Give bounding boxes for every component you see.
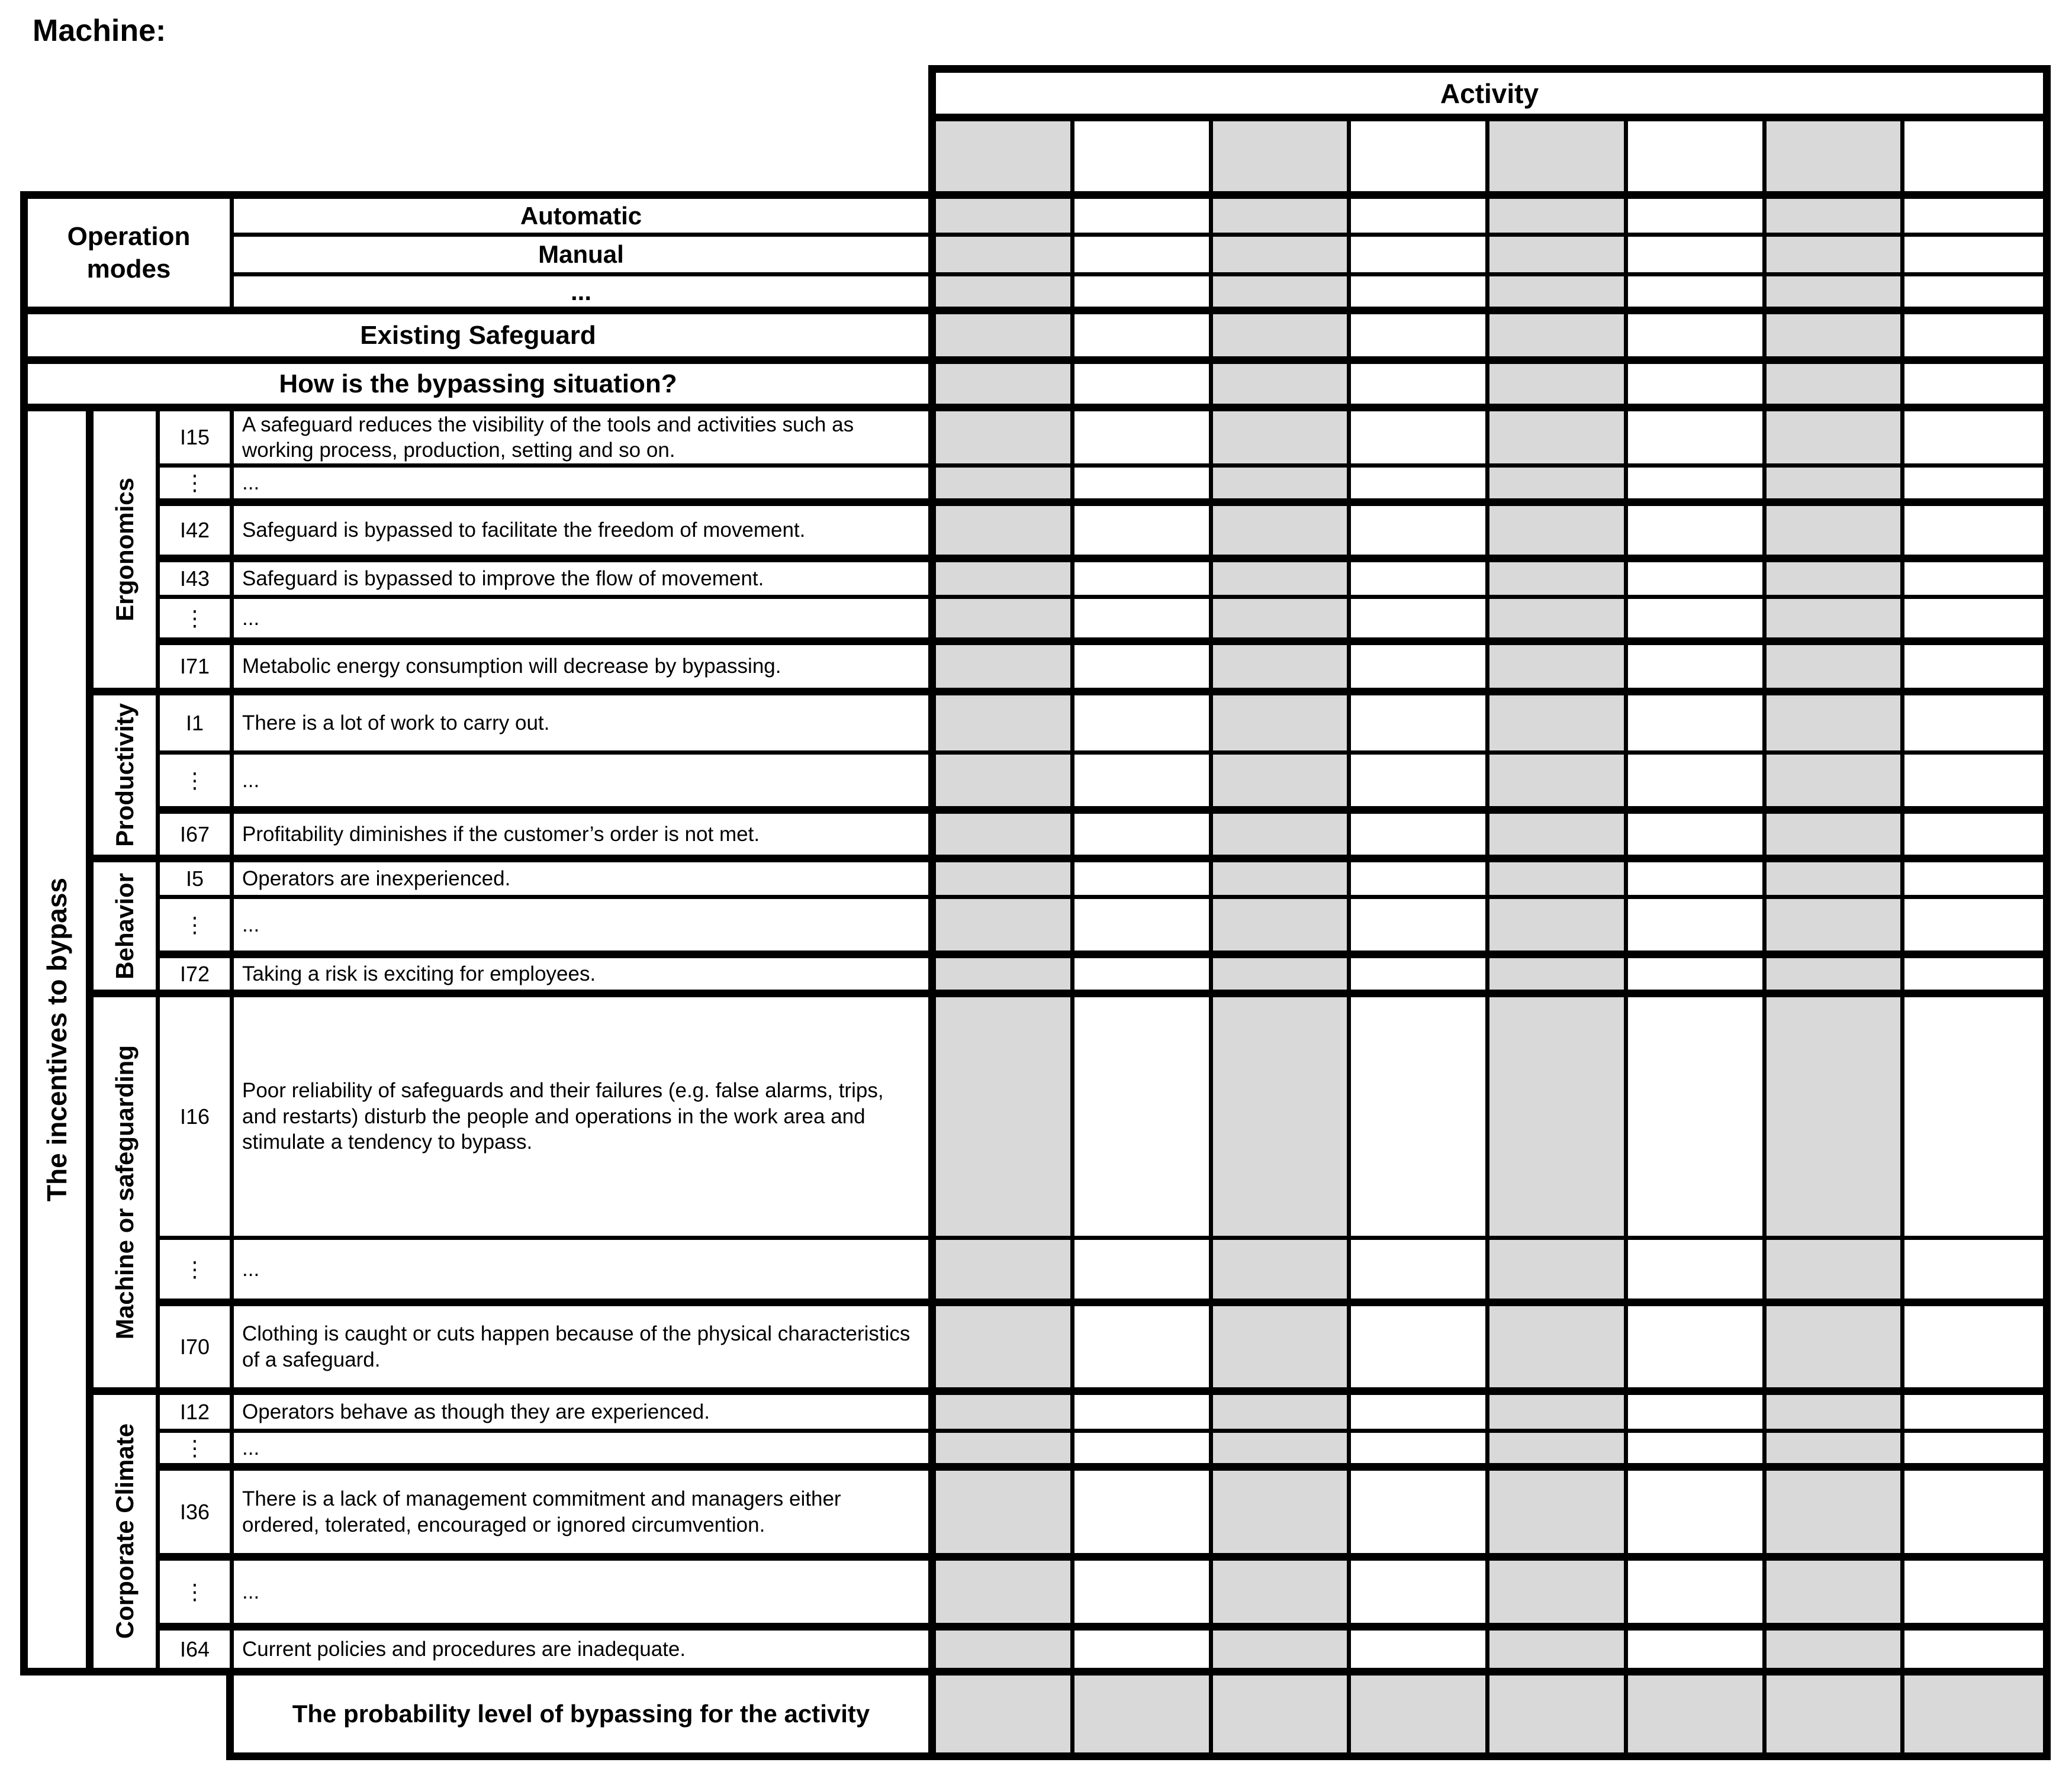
mode-value-cell[interactable]: [1351, 199, 1489, 237]
incentive-rating-cell[interactable]: [1351, 1631, 1489, 1676]
incentive-rating-cell[interactable]: [1628, 645, 1767, 695]
incentive-rating-cell[interactable]: [1628, 1240, 1767, 1306]
incentive-rating-cell[interactable]: [936, 958, 1074, 997]
existing-safeguard-cell[interactable]: [1489, 314, 1628, 364]
incentive-rating-cell[interactable]: [1904, 1561, 2043, 1631]
mode-value-cell[interactable]: [1767, 237, 1905, 276]
incentive-rating-cell[interactable]: [1904, 1471, 2043, 1561]
category-label-ergonomics: Ergonomics: [94, 411, 160, 695]
incentive-rating-cell[interactable]: [1489, 1395, 1628, 1433]
incentive-description: ...: [234, 1433, 928, 1471]
incentive-rating-cell[interactable]: [1904, 997, 2043, 1240]
incentive-rating-cell[interactable]: [936, 899, 1074, 958]
category-label-corporate-climate: Corporate Climate: [94, 1395, 160, 1676]
incentive-rating-cell[interactable]: [1904, 814, 2043, 862]
incentive-rating-cell[interactable]: [1074, 645, 1213, 695]
incentive-rating-cell[interactable]: [1351, 899, 1489, 958]
incentive-rating-cell[interactable]: [1351, 645, 1489, 695]
incentive-rating-cell[interactable]: [1489, 599, 1628, 645]
incentive-rating-cell[interactable]: [1628, 958, 1767, 997]
incentive-description: Operators behave as though they are experienced.: [234, 1395, 928, 1433]
incentive-rating-cell[interactable]: [1351, 1306, 1489, 1395]
incentive-description: Safeguard is bypassed to improve the flow of movement.: [234, 562, 928, 599]
bypassing-situation-cell[interactable]: [936, 364, 1074, 411]
incentive-rating-cell[interactable]: [936, 1631, 1074, 1676]
incentive-rating-cell[interactable]: [1628, 755, 1767, 814]
incentive-rating-cell[interactable]: [1213, 411, 1352, 468]
incentive-rating-cell[interactable]: [1904, 899, 2043, 958]
mode-value-cell[interactable]: [1213, 237, 1352, 276]
probability-value-cell[interactable]: [1351, 1676, 1489, 1752]
mode-value-cell[interactable]: [1074, 199, 1213, 237]
incentive-rating-cell[interactable]: [1074, 599, 1213, 645]
mode-value-cell[interactable]: [1767, 199, 1905, 237]
incentive-rating-cell[interactable]: [1351, 1395, 1489, 1433]
incentive-id: ⋮: [160, 1240, 234, 1306]
incentive-rating-cell[interactable]: [1628, 899, 1767, 958]
incentive-rating-cell[interactable]: [1767, 1471, 1905, 1561]
bypassing-situation-cell[interactable]: [1213, 364, 1352, 411]
incentive-id: I16: [160, 997, 234, 1240]
incentive-rating-cell[interactable]: [1351, 1561, 1489, 1631]
activity-header: Activity: [936, 73, 2043, 121]
bypassing-situation-cell[interactable]: [1351, 364, 1489, 411]
incentive-rating-cell[interactable]: [1767, 1240, 1905, 1306]
incentive-rating-cell[interactable]: [1351, 695, 1489, 755]
mode-value-cell[interactable]: [1904, 276, 2043, 314]
incentive-rating-cell[interactable]: [1351, 506, 1489, 562]
category-label-productivity: Productivity: [94, 695, 160, 862]
incentive-rating-cell[interactable]: [1213, 862, 1352, 899]
incentive-rating-cell[interactable]: [1904, 1306, 2043, 1395]
incentive-rating-cell[interactable]: [1074, 1561, 1213, 1631]
incentive-rating-cell[interactable]: [1074, 1471, 1213, 1561]
mode-value-cell[interactable]: [1904, 199, 2043, 237]
incentive-rating-cell[interactable]: [1489, 695, 1628, 755]
incentive-description: Operators are inexperienced.: [234, 862, 928, 899]
incentive-rating-cell[interactable]: [1904, 862, 2043, 899]
incentive-rating-cell[interactable]: [936, 755, 1074, 814]
bypassing-situation-cell[interactable]: [1904, 364, 2043, 411]
incentive-rating-cell[interactable]: [1489, 411, 1628, 468]
incentive-description: ...: [234, 599, 928, 645]
mode-value-cell[interactable]: [936, 237, 1074, 276]
incentive-rating-cell[interactable]: [1213, 599, 1352, 645]
probability-value-cell[interactable]: [1904, 1676, 2043, 1752]
incentive-rating-cell[interactable]: [1628, 562, 1767, 599]
incentive-rating-cell[interactable]: [1489, 1240, 1628, 1306]
incentive-rating-cell[interactable]: [1351, 997, 1489, 1240]
incentive-rating-cell[interactable]: [1213, 1395, 1352, 1433]
incentive-rating-cell[interactable]: [1489, 562, 1628, 599]
incentive-rating-cell[interactable]: [1074, 468, 1213, 506]
incentive-id: I42: [160, 506, 234, 562]
incentive-rating-cell[interactable]: [1489, 862, 1628, 899]
incentive-rating-cell[interactable]: [1904, 958, 2043, 997]
incentive-rating-cell[interactable]: [1767, 468, 1905, 506]
incentive-rating-cell[interactable]: [936, 1471, 1074, 1561]
incentive-id: I43: [160, 562, 234, 599]
incentive-rating-cell[interactable]: [936, 695, 1074, 755]
incentive-rating-cell[interactable]: [1767, 695, 1905, 755]
incentive-rating-cell[interactable]: [1074, 1240, 1213, 1306]
activity-name-cell[interactable]: [1074, 121, 1213, 199]
incentive-rating-cell[interactable]: [1489, 506, 1628, 562]
incentive-rating-cell[interactable]: [1489, 1631, 1628, 1676]
existing-safeguard-cell[interactable]: [1351, 314, 1489, 364]
incentive-id: I1: [160, 695, 234, 755]
incentive-rating-cell[interactable]: [936, 411, 1074, 468]
machine-label: Machine:: [33, 14, 166, 48]
incentive-rating-cell[interactable]: [1213, 506, 1352, 562]
incentive-rating-cell[interactable]: [1213, 468, 1352, 506]
incentive-rating-cell[interactable]: [1904, 645, 2043, 695]
incentive-rating-cell[interactable]: [1213, 958, 1352, 997]
incentive-rating-cell[interactable]: [1628, 814, 1767, 862]
incentive-rating-cell[interactable]: [1628, 695, 1767, 755]
activity-name-cell[interactable]: [1767, 121, 1905, 199]
existing-safeguard-label: Existing Safeguard: [28, 314, 928, 364]
existing-safeguard-cell[interactable]: [936, 314, 1074, 364]
mode-value-cell[interactable]: [1489, 237, 1628, 276]
incentive-rating-cell[interactable]: [1074, 1631, 1213, 1676]
incentive-rating-cell[interactable]: [1767, 645, 1905, 695]
incentive-rating-cell[interactable]: [936, 1240, 1074, 1306]
mode-manual-cell: Manual: [234, 237, 928, 276]
incentive-rating-cell[interactable]: [1074, 411, 1213, 468]
incentive-rating-cell[interactable]: [1628, 1306, 1767, 1395]
category-label-behavior: Behavior: [94, 862, 160, 997]
probability-value-cell[interactable]: [1767, 1676, 1905, 1752]
incentive-description: Current policies and procedures are inadequate.: [234, 1631, 928, 1676]
probability-value-cell[interactable]: [1074, 1676, 1213, 1752]
incentive-description: There is a lot of work to carry out.: [234, 695, 928, 755]
activity-name-cell[interactable]: [1628, 121, 1767, 199]
incentive-rating-cell[interactable]: [1767, 755, 1905, 814]
activity-name-cell[interactable]: [1351, 121, 1489, 199]
incentive-id: I67: [160, 814, 234, 862]
probability-label: The probability level of bypassing for the activity: [226, 1676, 928, 1760]
incentive-rating-cell[interactable]: [1074, 695, 1213, 755]
mode-value-cell[interactable]: [1767, 276, 1905, 314]
incentive-rating-cell[interactable]: [1628, 506, 1767, 562]
incentive-rating-cell[interactable]: [1904, 599, 2043, 645]
incentive-rating-cell[interactable]: [1904, 1240, 2043, 1306]
incentive-rating-cell[interactable]: [1767, 814, 1905, 862]
incentive-description: ...: [234, 468, 928, 506]
left-table: [20, 191, 928, 1676]
incentive-rating-cell[interactable]: [1767, 899, 1905, 958]
incentive-rating-cell[interactable]: [1904, 695, 2043, 755]
incentive-rating-cell[interactable]: [1767, 1395, 1905, 1433]
incentive-rating-cell[interactable]: [1074, 1306, 1213, 1395]
incentive-rating-cell[interactable]: [1904, 506, 2043, 562]
incentive-description: Metabolic energy consumption will decrease by bypassing.: [234, 645, 928, 695]
incentive-rating-cell[interactable]: [936, 997, 1074, 1240]
operation-modes-label: Operation modes: [28, 199, 234, 314]
incentive-rating-cell[interactable]: [1213, 695, 1352, 755]
incentive-id: I72: [160, 958, 234, 997]
incentive-rating-cell[interactable]: [1904, 1433, 2043, 1471]
mode-value-cell[interactable]: [1213, 276, 1352, 314]
incentive-id: I15: [160, 411, 234, 468]
incentive-rating-cell[interactable]: [1351, 1471, 1489, 1561]
activity-grid: [928, 65, 2051, 1760]
incentive-rating-cell[interactable]: [1213, 1433, 1352, 1471]
incentive-rating-cell[interactable]: [1767, 1561, 1905, 1631]
incentive-description: ...: [234, 1561, 928, 1631]
incentive-rating-cell[interactable]: [936, 814, 1074, 862]
existing-safeguard-cell[interactable]: [1213, 314, 1352, 364]
incentive-id: ⋮: [160, 599, 234, 645]
mode-value-cell[interactable]: [1074, 276, 1213, 314]
probability-value-cell[interactable]: [1213, 1676, 1352, 1752]
incentive-rating-cell[interactable]: [1351, 958, 1489, 997]
incentive-rating-cell[interactable]: [1074, 506, 1213, 562]
incentive-description: ...: [234, 899, 928, 958]
existing-safeguard-cell[interactable]: [1767, 314, 1905, 364]
incentive-rating-cell[interactable]: [1904, 1631, 2043, 1676]
incentives-axis-label: [28, 411, 94, 1676]
incentive-rating-cell[interactable]: [1767, 1433, 1905, 1471]
incentive-rating-cell[interactable]: [1904, 755, 2043, 814]
incentive-description: ...: [234, 755, 928, 814]
incentive-id: I12: [160, 1395, 234, 1433]
incentive-rating-cell[interactable]: [1213, 1471, 1352, 1561]
incentive-rating-cell[interactable]: [936, 862, 1074, 899]
incentive-rating-cell[interactable]: [1213, 1561, 1352, 1631]
incentive-rating-cell[interactable]: [1213, 1306, 1352, 1395]
incentive-rating-cell[interactable]: [1074, 562, 1213, 599]
mode-value-cell[interactable]: [936, 276, 1074, 314]
mode-value-cell[interactable]: [1351, 276, 1489, 314]
mode-automatic-cell: Automatic: [234, 199, 928, 237]
mode-value-cell[interactable]: [1904, 237, 2043, 276]
incentive-rating-cell[interactable]: [1489, 1561, 1628, 1631]
mode-value-cell[interactable]: [1074, 237, 1213, 276]
incentive-rating-cell[interactable]: [1489, 814, 1628, 862]
incentive-rating-cell[interactable]: [1074, 814, 1213, 862]
incentive-rating-cell[interactable]: [1489, 1306, 1628, 1395]
incentive-rating-cell[interactable]: [1628, 468, 1767, 506]
incentive-rating-cell[interactable]: [936, 468, 1074, 506]
incentive-rating-cell[interactable]: [1074, 899, 1213, 958]
incentive-rating-cell[interactable]: [1351, 1433, 1489, 1471]
probability-value-cell[interactable]: [1628, 1676, 1767, 1752]
incentive-rating-cell[interactable]: [1628, 862, 1767, 899]
incentive-rating-cell[interactable]: [1904, 1395, 2043, 1433]
incentive-rating-cell[interactable]: [1489, 468, 1628, 506]
incentive-rating-cell[interactable]: [1213, 755, 1352, 814]
bypassing-situation-cell[interactable]: [1489, 364, 1628, 411]
incentive-rating-cell[interactable]: [1351, 862, 1489, 899]
incentive-rating-cell[interactable]: [1074, 862, 1213, 899]
probability-value-cell[interactable]: [1489, 1676, 1628, 1752]
incentive-id: I5: [160, 862, 234, 899]
incentive-rating-cell[interactable]: [1213, 562, 1352, 599]
activity-name-cell[interactable]: [1904, 121, 2043, 199]
incentive-description: Profitability diminishes if the customer’s order is not met.: [234, 814, 928, 862]
incentive-rating-cell[interactable]: [1767, 997, 1905, 1240]
incentive-description: Poor reliability of safeguards and their failures (e.g. false alarms, trips, and restarts) disturb the people and operations in the work area and stimulate a tendency to bypass.: [234, 997, 928, 1240]
incentive-rating-cell[interactable]: [1489, 645, 1628, 695]
incentive-rating-cell[interactable]: [936, 562, 1074, 599]
category-label-machine-or-safeguarding: Machine or safeguarding: [94, 997, 160, 1395]
incentive-id: ⋮: [160, 1433, 234, 1471]
incentive-rating-cell[interactable]: [1628, 411, 1767, 468]
incentive-rating-cell[interactable]: [1628, 1631, 1767, 1676]
incentive-rating-cell[interactable]: [1213, 1631, 1352, 1676]
incentive-rating-cell[interactable]: [1489, 755, 1628, 814]
incentive-rating-cell[interactable]: [1074, 997, 1213, 1240]
incentive-rating-cell[interactable]: [1767, 1631, 1905, 1676]
incentive-rating-cell[interactable]: [936, 1395, 1074, 1433]
incentive-rating-cell[interactable]: [1074, 755, 1213, 814]
incentive-rating-cell[interactable]: [1628, 599, 1767, 645]
incentive-rating-cell[interactable]: [1213, 814, 1352, 862]
incentive-id: I36: [160, 1471, 234, 1561]
incentive-rating-cell[interactable]: [1489, 997, 1628, 1240]
incentives-axis-text: The incentives to bypass: [41, 877, 72, 1202]
bypassing-situation-cell[interactable]: [1628, 364, 1767, 411]
incentive-rating-cell[interactable]: [1213, 997, 1352, 1240]
incentive-rating-cell[interactable]: [936, 645, 1074, 695]
incentive-rating-cell[interactable]: [1351, 1240, 1489, 1306]
mode-value-cell[interactable]: [1628, 276, 1767, 314]
incentive-rating-cell[interactable]: [1351, 755, 1489, 814]
incentive-id: ⋮: [160, 899, 234, 958]
incentive-rating-cell[interactable]: [1351, 411, 1489, 468]
activity-name-cell[interactable]: [936, 121, 1074, 199]
incentive-rating-cell[interactable]: [1489, 958, 1628, 997]
incentive-rating-cell[interactable]: [936, 1561, 1074, 1631]
incentive-rating-cell[interactable]: [936, 1433, 1074, 1471]
incentive-rating-cell[interactable]: [936, 1306, 1074, 1395]
incentive-id: ⋮: [160, 1561, 234, 1631]
incentive-rating-cell[interactable]: [1489, 899, 1628, 958]
incentive-rating-cell[interactable]: [1489, 1433, 1628, 1471]
incentive-rating-cell[interactable]: [1213, 645, 1352, 695]
bypassing-situation-cell[interactable]: [1074, 364, 1213, 411]
mode-value-cell[interactable]: [1628, 199, 1767, 237]
incentive-rating-cell[interactable]: [936, 506, 1074, 562]
incentive-description: Taking a risk is exciting for employees.: [234, 958, 928, 997]
incentive-rating-cell[interactable]: [1213, 899, 1352, 958]
incentive-rating-cell[interactable]: [1351, 562, 1489, 599]
incentive-rating-cell[interactable]: [1767, 411, 1905, 468]
existing-safeguard-cell[interactable]: [1074, 314, 1213, 364]
incentive-rating-cell[interactable]: [1767, 862, 1905, 899]
incentive-description: ...: [234, 1240, 928, 1306]
mode-value-cell[interactable]: [1489, 199, 1628, 237]
mode-value-cell[interactable]: [936, 199, 1074, 237]
mode-value-cell[interactable]: [1351, 237, 1489, 276]
incentive-rating-cell[interactable]: [1904, 468, 2043, 506]
incentive-id: I64: [160, 1631, 234, 1676]
incentive-id: I71: [160, 645, 234, 695]
incentive-rating-cell[interactable]: [1351, 468, 1489, 506]
incentive-rating-cell[interactable]: [1767, 599, 1905, 645]
incentive-rating-cell[interactable]: [1767, 562, 1905, 599]
probability-value-cell[interactable]: [936, 1676, 1074, 1752]
existing-safeguard-cell[interactable]: [1904, 314, 2043, 364]
mode-value-cell[interactable]: [1213, 199, 1352, 237]
incentive-rating-cell[interactable]: [1213, 1240, 1352, 1306]
incentive-rating-cell[interactable]: [1351, 814, 1489, 862]
incentive-rating-cell[interactable]: [1489, 1471, 1628, 1561]
incentive-rating-cell[interactable]: [1904, 562, 2043, 599]
incentive-rating-cell[interactable]: [1628, 1433, 1767, 1471]
incentive-rating-cell[interactable]: [1904, 411, 2043, 468]
incentive-description: Clothing is caught or cuts happen because of the physical characteristics of a safeguard.: [234, 1306, 928, 1395]
incentive-description: Safeguard is bypassed to facilitate the freedom of movement.: [234, 506, 928, 562]
incentive-rating-cell[interactable]: [1628, 997, 1767, 1240]
incentive-description: A safeguard reduces the visibility of the tools and activities such as working process, production, setting and so on.: [234, 411, 928, 468]
existing-safeguard-cell[interactable]: [1628, 314, 1767, 364]
incentive-rating-cell[interactable]: [1074, 958, 1213, 997]
incentive-rating-cell[interactable]: [1074, 1433, 1213, 1471]
incentive-rating-cell[interactable]: [936, 599, 1074, 645]
incentive-rating-cell[interactable]: [1628, 1561, 1767, 1631]
incentive-id: ⋮: [160, 755, 234, 814]
incentive-id: ⋮: [160, 468, 234, 506]
incentive-rating-cell[interactable]: [1628, 1471, 1767, 1561]
incentive-rating-cell[interactable]: [1074, 1395, 1213, 1433]
activity-name-cell[interactable]: [1489, 121, 1628, 199]
bypassing-situation-cell[interactable]: [1767, 364, 1905, 411]
mode-more-cell: ...: [234, 276, 928, 314]
incentive-id: I70: [160, 1306, 234, 1395]
bypassing-question-label: How is the bypassing situation?: [28, 364, 928, 411]
incentive-description: There is a lack of management commitment and managers either ordered, tolerated, encouraged or ignored circumvention.: [234, 1471, 928, 1561]
mode-value-cell[interactable]: [1628, 237, 1767, 276]
incentive-rating-cell[interactable]: [1767, 1306, 1905, 1395]
incentive-rating-cell[interactable]: [1767, 958, 1905, 997]
activity-name-cell[interactable]: [1213, 121, 1352, 199]
incentive-rating-cell[interactable]: [1351, 599, 1489, 645]
mode-value-cell[interactable]: [1489, 276, 1628, 314]
incentive-rating-cell[interactable]: [1767, 506, 1905, 562]
incentive-rating-cell[interactable]: [1628, 1395, 1767, 1433]
